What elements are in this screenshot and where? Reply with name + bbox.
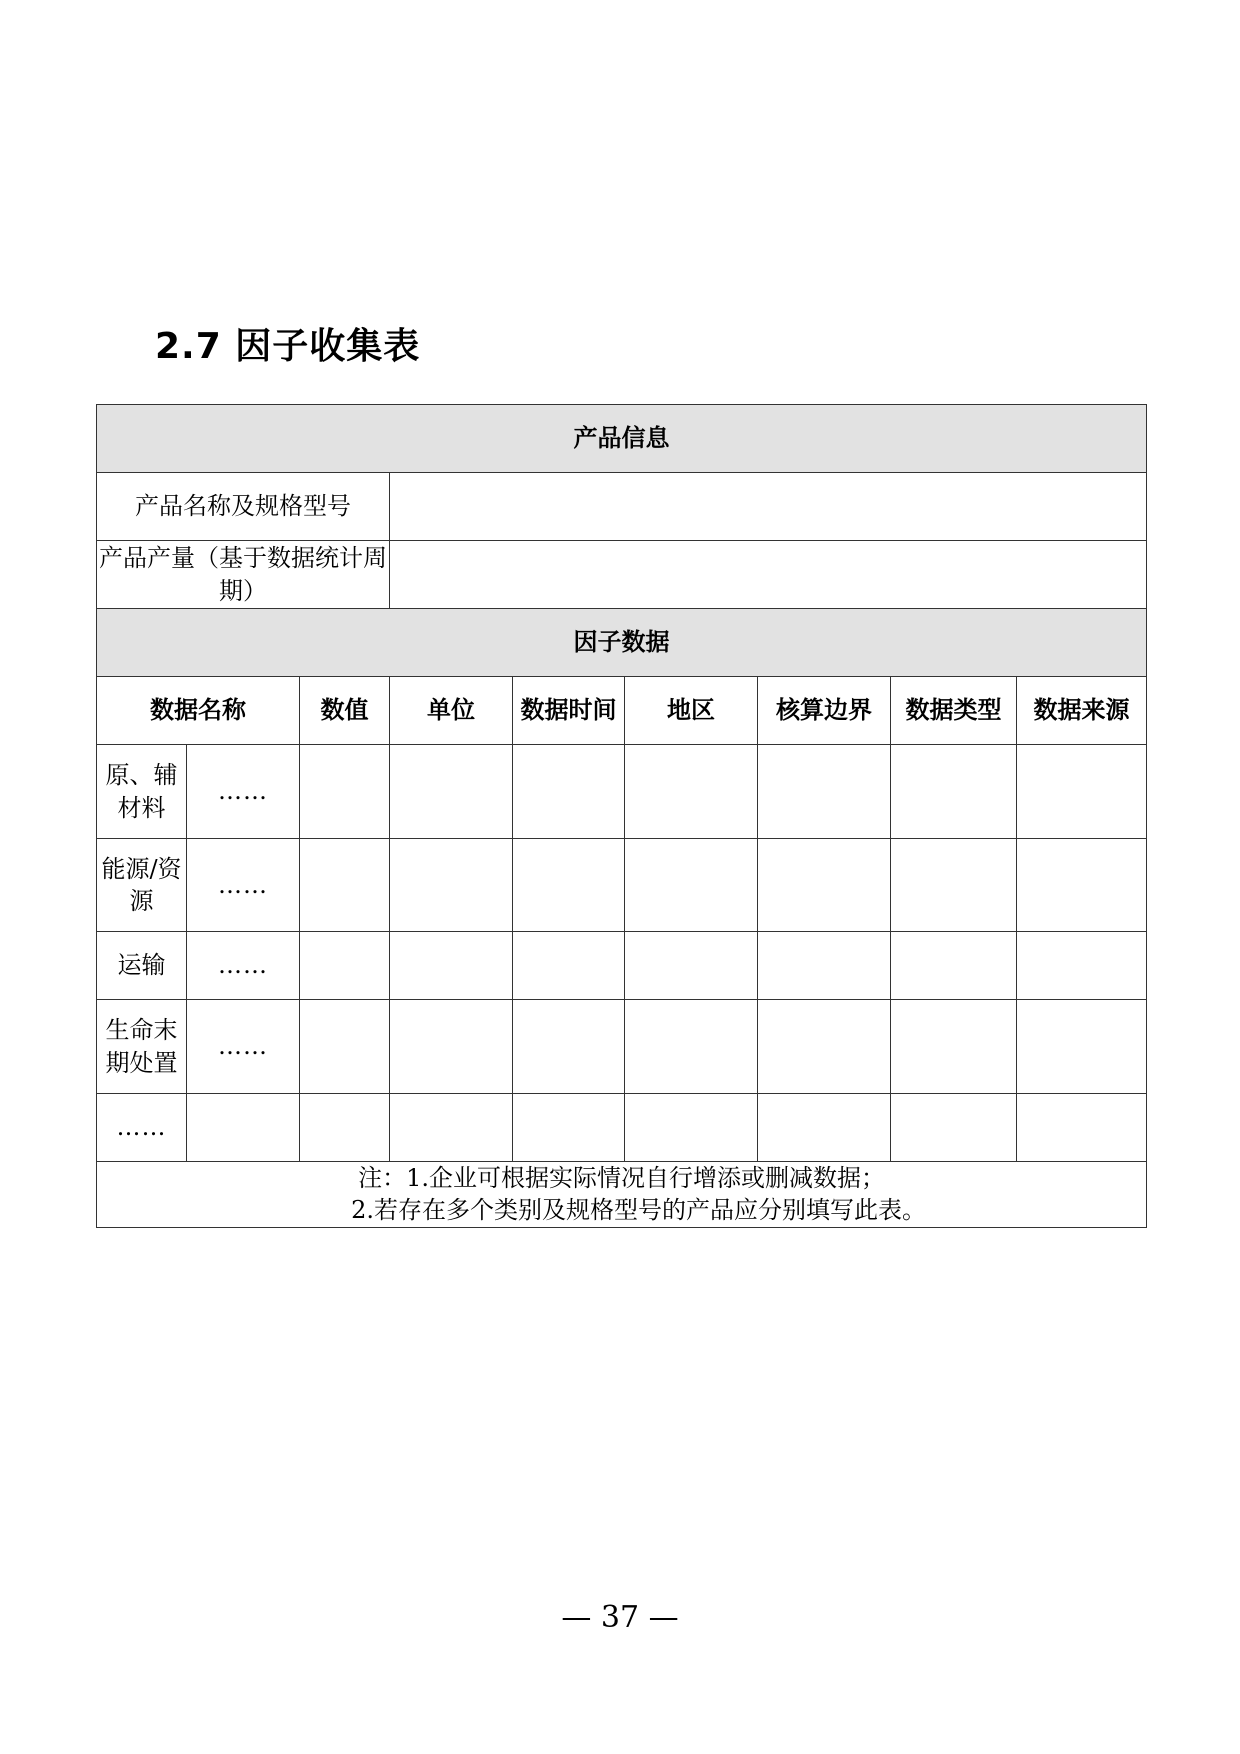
region-cell[interactable]: [625, 839, 758, 932]
table-row: [97, 745, 1147, 839]
data-type-cell[interactable]: [891, 1000, 1017, 1094]
value-cell[interactable]: [300, 932, 390, 1000]
row-category: 生命末期处置: [97, 1000, 187, 1094]
section-title: 2.7 因子收集表: [155, 326, 421, 367]
product-name-value[interactable]: [390, 473, 1147, 541]
note-line-2: 2.若存在多个类别及规格型号的产品应分别填写此表。: [351, 1196, 926, 1225]
col-header-unit: 单位: [390, 677, 513, 745]
row-item[interactable]: [187, 1094, 300, 1162]
data-source-cell[interactable]: [1017, 1000, 1147, 1094]
table-row: [97, 1000, 1147, 1094]
data-time-cell[interactable]: [513, 1000, 625, 1094]
row-item: ……: [187, 839, 300, 932]
product-output-value[interactable]: [390, 541, 1147, 609]
col-header-data-source: 数据来源: [1017, 677, 1147, 745]
unit-cell[interactable]: [390, 839, 513, 932]
unit-cell[interactable]: [390, 1094, 513, 1162]
row-category: 原、辅材料: [97, 745, 187, 839]
boundary-cell[interactable]: [758, 839, 891, 932]
row-item: ……: [187, 745, 300, 839]
row-category: 能源/资源: [97, 839, 187, 932]
notes-cell: [97, 1162, 1147, 1228]
row-category: 运输: [97, 932, 187, 1000]
factor-data-header-row: [97, 609, 1147, 677]
row-category: ……: [97, 1094, 187, 1162]
data-source-cell[interactable]: [1017, 932, 1147, 1000]
unit-cell[interactable]: [390, 932, 513, 1000]
table-row: [97, 1094, 1147, 1162]
col-header-region: 地区: [625, 677, 758, 745]
data-type-cell[interactable]: [891, 932, 1017, 1000]
product-info-header: 产品信息: [97, 405, 1147, 473]
col-header-data-type: 数据类型: [891, 677, 1017, 745]
factor-collection-table: [96, 404, 1147, 1228]
region-cell[interactable]: [625, 1000, 758, 1094]
col-header-boundary: 核算边界: [758, 677, 891, 745]
unit-cell[interactable]: [390, 1000, 513, 1094]
value-cell[interactable]: [300, 1000, 390, 1094]
data-type-cell[interactable]: [891, 1094, 1017, 1162]
product-output-row: [97, 541, 1147, 609]
boundary-cell[interactable]: [758, 932, 891, 1000]
data-time-cell[interactable]: [513, 932, 625, 1000]
data-time-cell[interactable]: [513, 839, 625, 932]
col-header-data-name: 数据名称: [97, 677, 300, 745]
table-row: [97, 839, 1147, 932]
boundary-cell[interactable]: [758, 745, 891, 839]
data-source-cell[interactable]: [1017, 839, 1147, 932]
data-source-cell[interactable]: [1017, 745, 1147, 839]
table-row: [97, 932, 1147, 1000]
col-header-value: 数值: [300, 677, 390, 745]
region-cell[interactable]: [625, 1094, 758, 1162]
product-name-label: 产品名称及规格型号: [97, 473, 390, 541]
unit-cell[interactable]: [390, 745, 513, 839]
value-cell[interactable]: [300, 839, 390, 932]
region-cell[interactable]: [625, 932, 758, 1000]
column-header-row: [97, 677, 1147, 745]
note-line-1: 注：1.企业可根据实际情况自行增添或删减数据；: [358, 1164, 885, 1192]
notes-row: [97, 1162, 1147, 1228]
boundary-cell[interactable]: [758, 1094, 891, 1162]
row-item: ……: [187, 932, 300, 1000]
boundary-cell[interactable]: [758, 1000, 891, 1094]
region-cell[interactable]: [625, 745, 758, 839]
factor-data-header: 因子数据: [97, 609, 1147, 677]
data-time-cell[interactable]: [513, 1094, 625, 1162]
product-output-label: 产品产量（基于数据统计周期）: [97, 541, 390, 609]
data-type-cell[interactable]: [891, 745, 1017, 839]
value-cell[interactable]: [300, 745, 390, 839]
value-cell[interactable]: [300, 1094, 390, 1162]
data-time-cell[interactable]: [513, 745, 625, 839]
data-source-cell[interactable]: [1017, 1094, 1147, 1162]
page-number: — 37 —: [561, 1600, 679, 1635]
product-info-header-row: [97, 405, 1147, 473]
row-item: ……: [187, 1000, 300, 1094]
col-header-data-time: 数据时间: [513, 677, 625, 745]
data-type-cell[interactable]: [891, 839, 1017, 932]
product-name-row: [97, 473, 1147, 541]
